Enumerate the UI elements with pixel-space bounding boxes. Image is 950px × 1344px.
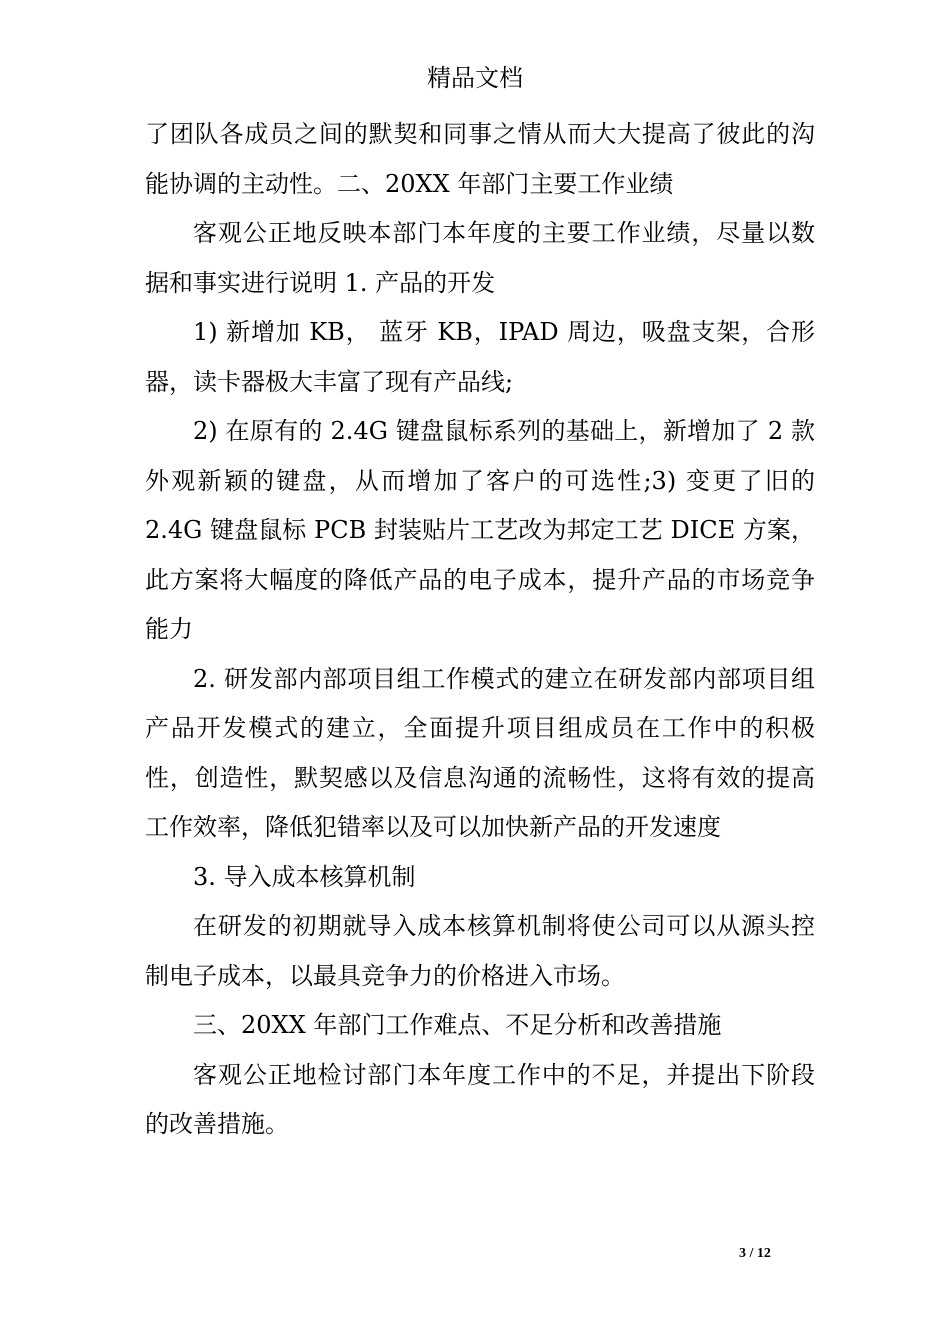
paragraph-cost-accounting: 在研发的初期就导入成本核算机制将使公司可以从源头控制电子成本，以最具竞争力的价格进入市场。 (145, 912, 815, 990)
paragraph-project-team-mode: 2. 研发部内部项目组工作模式的建立在研发部内部项目组产品开发模式的建立，全面提升项目组成员在工作中的积极性，创造性，默契感以及信息沟通的流畅性，这将有效的提高工作效率，降低犯错率以及可以加快新产品的开发速度 (145, 664, 815, 841)
document-body (145, 110, 815, 1150)
paragraph-work-performance: 客观公正地反映本部门本年度的主要工作业绩，尽量以数据和事实进行说明 1. 产品的开发 (145, 219, 815, 297)
page-header-title: 精品文档 (427, 64, 523, 92)
paragraph-new-products: 1) 新增加 KB， 蓝牙 KB，IPAD 周边，吸盘支架，合形器，读卡器极大丰富了现有产品线; (145, 318, 815, 396)
paragraph-keyboard-series: 2) 在原有的 2.4G 键盘鼠标系列的基础上，新增加了 2 款外观新颖的键盘，从而增加了客户的可选性;3) 变更了旧的 2.4G 键盘鼠标 PCB 封装贴片工艺改为邦定工艺 DICE 方案，此方案将大幅度的降低产品的电子成本，提升产品的市场竞争能力 (145, 417, 815, 643)
paragraph-cost-accounting-heading: 3. 导入成本核算机制 (193, 862, 416, 891)
paragraph-continuation: 了团队各成员之间的默契和同事之情从而大大提高了彼此的沟能协调的主动性。二、20XX 年部门主要工作业绩 (145, 120, 815, 198)
page-number: 3 / 12 (739, 1246, 771, 1261)
paragraph-review-shortcomings: 客观公正地检讨部门本年度工作中的不足，并提出下阶段的改善措施。 (145, 1060, 815, 1138)
section-heading-difficulties: 三、20XX 年部门工作难点、不足分析和改善措施 (193, 1011, 722, 1039)
